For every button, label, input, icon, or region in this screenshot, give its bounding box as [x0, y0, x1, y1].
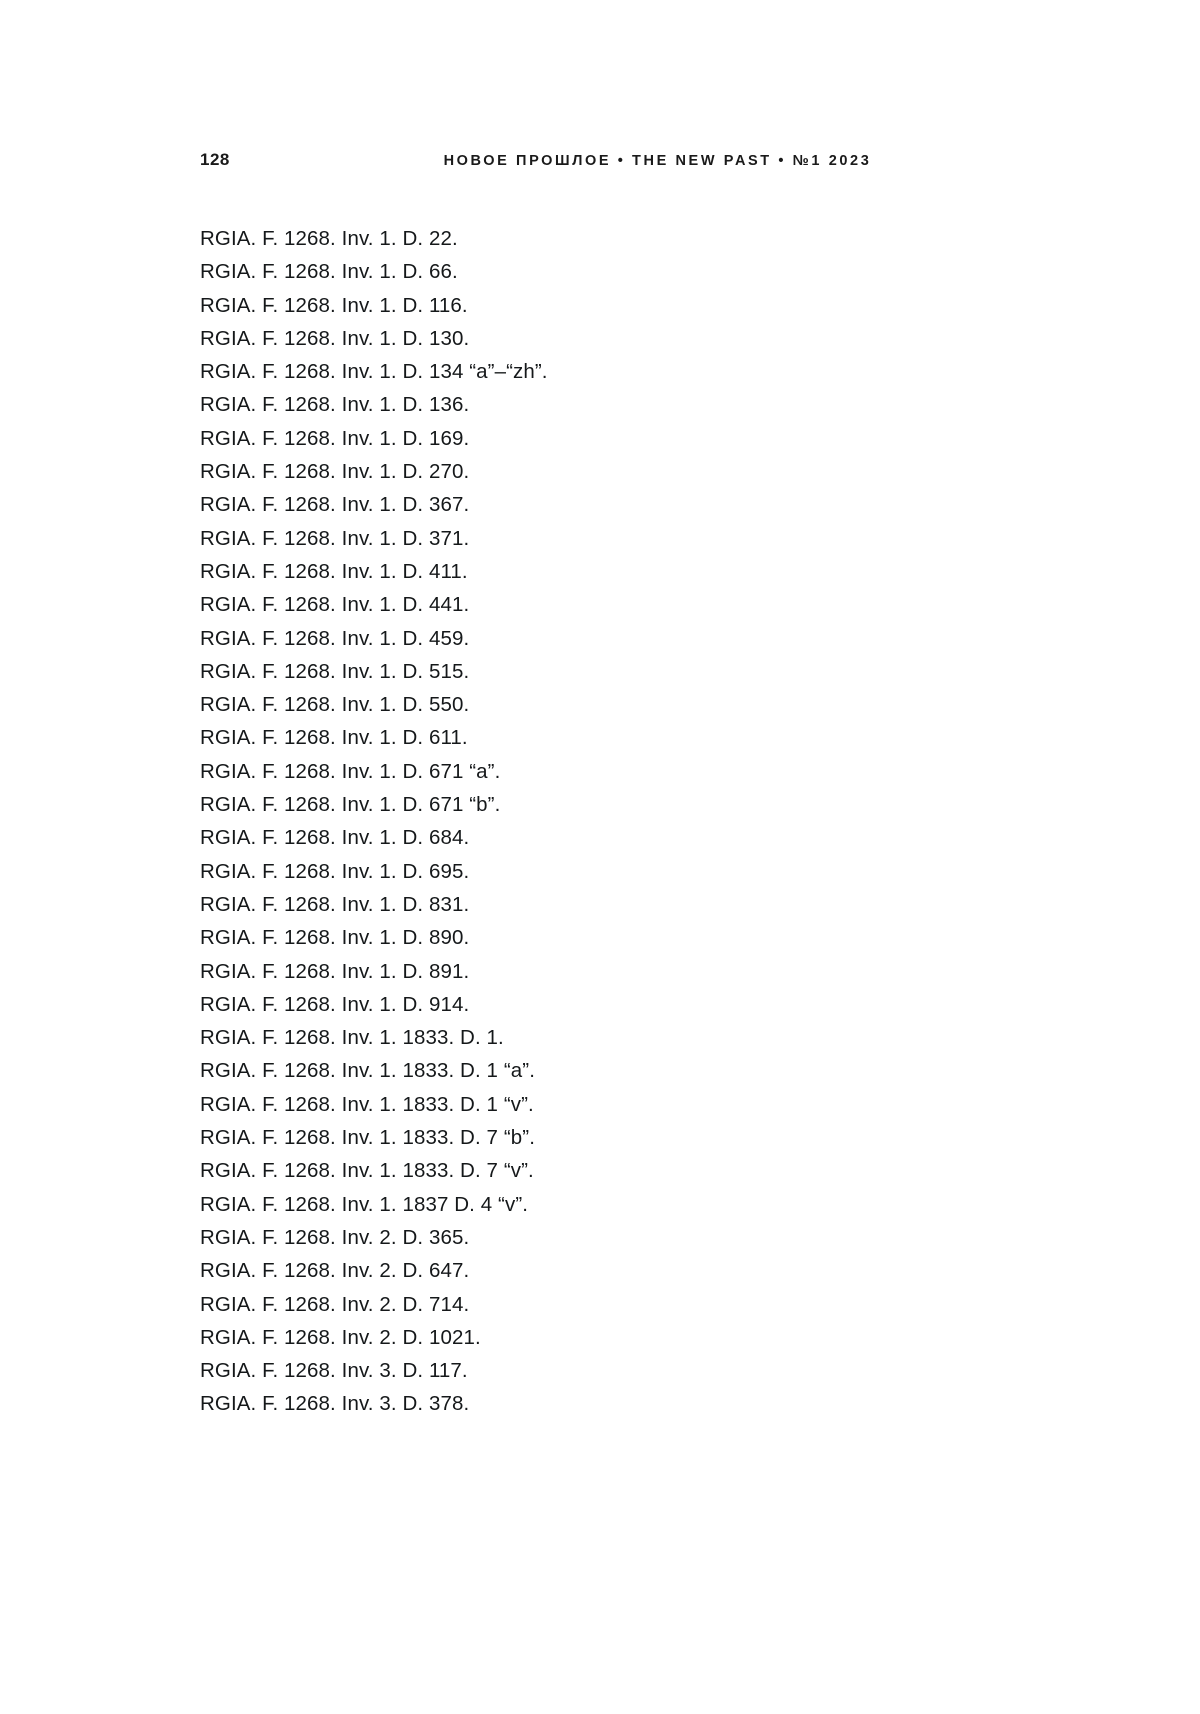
reference-item: RGIA. F. 1268. Inv. 1. 1833. D. 1 “v”. [200, 1092, 534, 1116]
page-number: 128 [200, 150, 230, 169]
reference-item: RGIA. F. 1268. Inv. 1. D. 371. [200, 526, 470, 550]
reference-item: RGIA. F. 1268. Inv. 1. D. 459. [200, 626, 470, 650]
reference-item: RGIA. F. 1268. Inv. 1. 1837 D. 4 “v”. [200, 1192, 529, 1216]
reference-item: RGIA. F. 1268. Inv. 1. D. 367. [200, 493, 470, 517]
reference-item: RGIA. F. 1268. Inv. 1. D. 515. [200, 659, 470, 683]
reference-item: RGIA. F. 1268. Inv. 1. D. 411. [200, 559, 468, 583]
reference-item: RGIA. F. 1268. Inv. 2. D. 365. [200, 1225, 470, 1249]
reference-item: RGIA. F. 1268. Inv. 1. D. 891. [200, 959, 470, 983]
reference-item: RGIA. F. 1268. Inv. 1. 1833. D. 1 “a”. [200, 1059, 535, 1083]
reference-item: RGIA. F. 1268. Inv. 2. D. 1021. [200, 1325, 481, 1349]
reference-item: RGIA. F. 1268. Inv. 1. D. 671 “b”. [200, 793, 501, 817]
reference-item: RGIA. F. 1268. Inv. 1. 1833. D. 7 “b”. [200, 1126, 535, 1150]
reference-item: RGIA. F. 1268. Inv. 1. D. 671 “a”. [200, 759, 501, 783]
reference-item: RGIA. F. 1268. Inv. 1. D. 684. [200, 826, 470, 850]
reference-item: RGIA. F. 1268. Inv. 1. D. 22. [200, 227, 458, 250]
reference-item: RGIA. F. 1268. Inv. 1. D. 550. [200, 693, 470, 717]
reference-item: RGIA. F. 1268. Inv. 1. D. 116. [200, 293, 468, 317]
reference-item: RGIA. F. 1268. Inv. 1. D. 441. [200, 593, 470, 617]
reference-item: RGIA. F. 1268. Inv. 3. D. 117. [200, 1359, 468, 1383]
reference-item: RGIA. F. 1268. Inv. 1. D. 611. [200, 726, 468, 750]
journal-title: НОВОЕ ПРОШЛОЕ • THE NEW PAST • №1 2023 [443, 153, 872, 169]
reference-item: RGIA. F. 1268. Inv. 1. D. 695. [200, 859, 470, 883]
reference-item: RGIA. F. 1268. Inv. 1. D. 169. [200, 426, 470, 450]
running-head [200, 150, 1000, 174]
reference-item: RGIA. F. 1268. Inv. 1. D. 270. [200, 460, 470, 484]
reference-item: RGIA. F. 1268. Inv. 1. D. 134 “a”–“zh”. [200, 360, 548, 384]
reference-item: RGIA. F. 1268. Inv. 2. D. 714. [200, 1292, 470, 1316]
reference-item: RGIA. F. 1268. Inv. 3. D. 378. [200, 1392, 470, 1416]
reference-item: RGIA. F. 1268. Inv. 1. D. 831. [200, 892, 470, 916]
reference-item: RGIA. F. 1268. Inv. 1. D. 890. [200, 926, 470, 950]
reference-item: RGIA. F. 1268. Inv. 1. D. 130. [200, 326, 470, 350]
reference-item: RGIA. F. 1268. Inv. 1. 1833. D. 1. [200, 1026, 504, 1050]
reference-item: RGIA. F. 1268. Inv. 1. D. 136. [200, 393, 470, 417]
reference-item: RGIA. F. 1268. Inv. 2. D. 647. [200, 1259, 470, 1283]
reference-list [200, 222, 1000, 1421]
reference-item: RGIA. F. 1268. Inv. 1. D. 66. [200, 260, 458, 284]
reference-item: RGIA. F. 1268. Inv. 1. 1833. D. 7 “v”. [200, 1159, 534, 1183]
reference-item: RGIA. F. 1268. Inv. 1. D. 914. [200, 992, 470, 1016]
